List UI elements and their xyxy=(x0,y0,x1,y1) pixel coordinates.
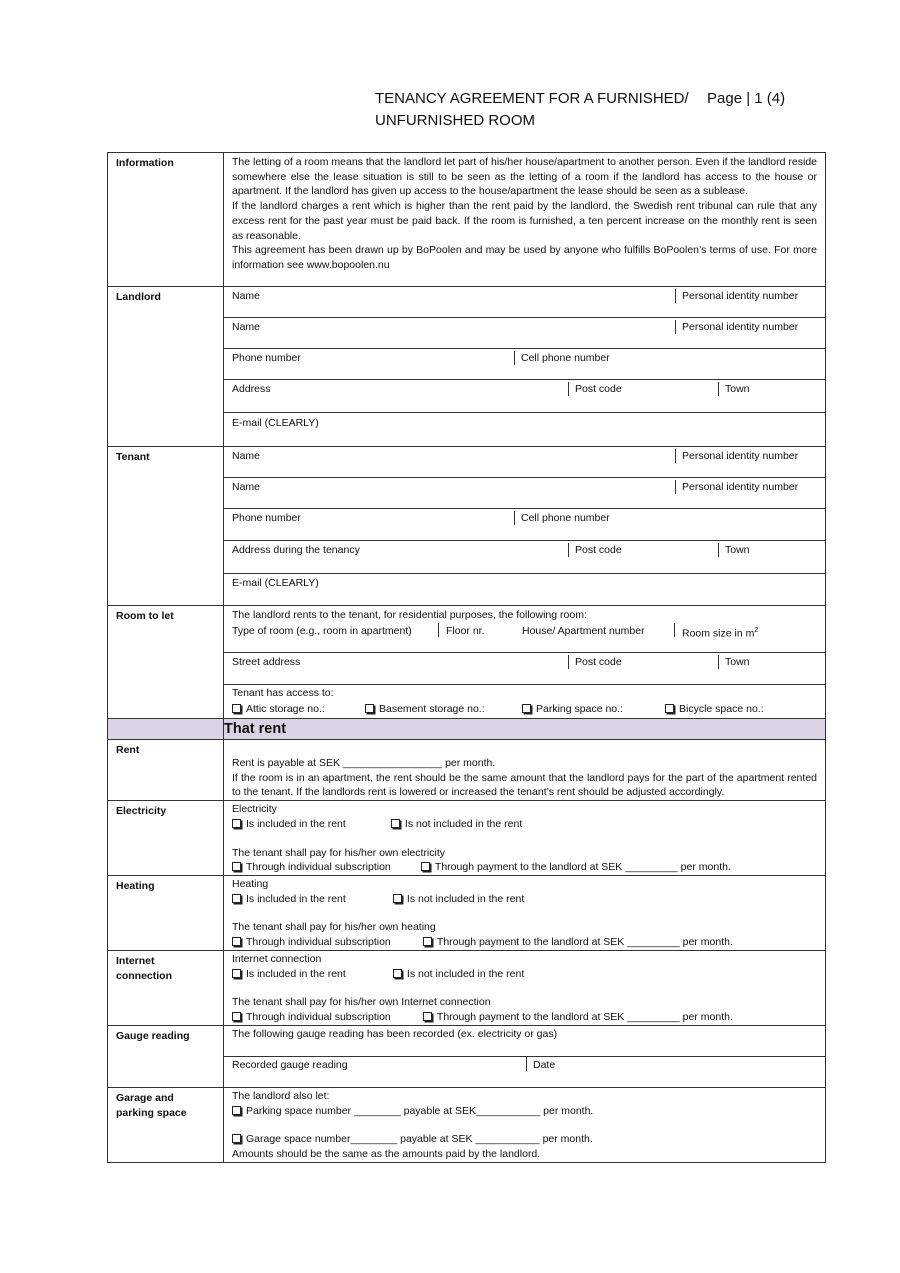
garage-space-option[interactable]: Garage space number________ payable at SEK ___________ per month. xyxy=(224,1132,825,1147)
label-internet-connection: Internet connection xyxy=(108,950,224,1025)
gauge-reading-field[interactable]: Recorded gauge reading Date xyxy=(232,1058,556,1071)
electricity-payment-checkbox[interactable] xyxy=(421,862,430,871)
electricity-included-checkbox[interactable] xyxy=(232,819,241,828)
heating-included-checkbox[interactable] xyxy=(232,894,241,903)
electricity-included-option[interactable]: Is included in the rent xyxy=(232,817,388,832)
title-line-1: TENANCY AGREEMENT FOR A FURNISHED/ xyxy=(375,90,689,107)
landlord-fields xyxy=(224,287,826,447)
heating-payment-checkbox[interactable] xyxy=(423,937,432,946)
room-street-field[interactable]: Street address Post code Town xyxy=(224,653,825,685)
landlord-name-field-1[interactable]: Name Personal identity number xyxy=(224,287,825,318)
internet-subscription-option[interactable]: Through individual subscription xyxy=(232,1010,420,1025)
bicycle-checkbox[interactable] xyxy=(665,704,674,713)
tenant-phone-field[interactable]: Phone number Cell phone number xyxy=(224,509,825,541)
label-information: Information xyxy=(108,153,224,287)
heating-content: Heating Is included in the rent Is not included in the rent The tenant shall pay for his/her own heating Through individual subscription Through payment to the landlord at SEK _________ per month. xyxy=(224,875,826,950)
heating-not-included-option[interactable]: Is not included in the rent xyxy=(393,892,524,907)
internet-payment-checkbox[interactable] xyxy=(423,1012,432,1021)
basement-option[interactable]: Basement storage no.: xyxy=(365,702,485,716)
label-landlord: Landlord xyxy=(108,287,224,447)
electricity-not-included-checkbox[interactable] xyxy=(391,819,400,828)
label-room-to-let: Room to let xyxy=(108,606,224,719)
room-access-field: Tenant has access to: Attic storage no.: Basement storage no.: Parking space no.: Bicycle space no.: xyxy=(232,687,764,715)
room-size-label: Room size in $m^2$ xyxy=(682,627,759,640)
info-paragraph-3: This agreement has been drawn up by BoPoolen and may be used by anyone who fulfills BoPoolen’s terms of use. For more information see www.bopoolen.nu xyxy=(232,244,817,271)
heating-subscription-option[interactable]: Through individual subscription xyxy=(232,935,420,950)
tenancy-form xyxy=(107,152,826,1163)
garage-space-checkbox[interactable] xyxy=(232,1134,241,1143)
gauge-fields xyxy=(224,1025,826,1087)
label-heating: Heating xyxy=(108,875,224,950)
document-title xyxy=(375,88,689,132)
landlord-email-field[interactable]: E-mail (CLEARLY) xyxy=(232,417,319,429)
internet-subscription-checkbox[interactable] xyxy=(232,1012,241,1021)
heating-payment-option[interactable]: Through payment to the landlord at SEK _________ per month. xyxy=(423,935,733,950)
gauge-intro: The following gauge reading has been recorded (ex. electricity or gas) xyxy=(224,1026,825,1057)
info-paragraph-2: If the landlord charges a rent which is higher than the rent paid by the landlord, the Swedish rent tribunal can rule that any excess rent for the past year must be paid back. If the room is furnished, a ten percent increase on the monthly rent is seen as reasonable. xyxy=(232,200,817,242)
room-type-field[interactable]: The landlord rents to the tenant, for residential purposes, the following room: Type of room (e.g., room in apartment) Floor nr. House/ Apartment number Room size in $m^2$ xyxy=(224,606,825,653)
electricity-content: Electricity Is included in the rent Is not included in the rent The tenant shall pay for his/her own electricity Through individual subscription Through payment to the landlord at SEK _________ per month. xyxy=(224,801,826,876)
tenant-email-field[interactable]: E-mail (CLEARLY) xyxy=(232,577,319,589)
landlord-address-field[interactable]: Address Post code Town xyxy=(224,380,825,413)
title-line-2: UNFURNISHED ROOM xyxy=(375,112,535,129)
electricity-subscription-checkbox[interactable] xyxy=(232,862,241,871)
internet-content: Internet connection Is included in the rent Is not included in the rent The tenant shall pay for his/her own Internet connection Through individual subscription Through payment to the landlord at SEK _________ per month. xyxy=(224,950,826,1025)
bicycle-option[interactable]: Bicycle space no.: xyxy=(665,702,764,716)
parking-option[interactable]: Parking space no.: xyxy=(522,702,623,716)
tenant-fields xyxy=(224,447,826,606)
electricity-not-included-option[interactable]: Is not included in the rent xyxy=(391,817,522,832)
label-rent: Rent xyxy=(108,740,224,801)
info-paragraph-1: The letting of a room means that the landlord let part of his/her house/apartment to another person. Even if the landlord reside somewhere else the lease situation is still to be seen as the letting of a room if the landlord has access to the house or apartment. If the landlord has given up access to the house/apartment the lease should be seen as a sublease. xyxy=(232,156,817,198)
internet-not-included-option[interactable]: Is not included in the rent xyxy=(393,967,524,982)
tenant-address-field[interactable]: Address during the tenancy Post code Town xyxy=(224,541,825,574)
rent-note: If the room is in an apartment, the rent should be the same amount that the landlord pays for the part of the apartment rented to the tenant. If the landlords rent is lowered or increased the tenant’s rent should be adjusted accordingly. xyxy=(232,771,817,799)
internet-payment-option[interactable]: Through payment to the landlord at SEK _________ per month. xyxy=(423,1010,733,1025)
room-fields xyxy=(224,606,826,719)
heating-subscription-checkbox[interactable] xyxy=(232,937,241,946)
attic-option[interactable]: Attic storage no.: xyxy=(232,702,325,716)
rent-amount-line[interactable]: Rent is payable at SEK _________________ per month. xyxy=(232,757,496,769)
label-electricity: Electricity xyxy=(108,801,224,876)
parking-space-checkbox[interactable] xyxy=(232,1106,241,1115)
label-gauge-reading: Gauge reading xyxy=(108,1025,224,1087)
internet-included-checkbox[interactable] xyxy=(232,969,241,978)
electricity-subscription-option[interactable]: Through individual subscription xyxy=(232,860,418,875)
tenant-name-field-2[interactable]: Name Personal identity number xyxy=(224,478,825,509)
basement-checkbox[interactable] xyxy=(365,704,374,713)
landlord-name-field-2[interactable]: Name Personal identity number xyxy=(224,318,825,349)
internet-not-included-checkbox[interactable] xyxy=(393,969,402,978)
information-content xyxy=(224,153,826,287)
parking-checkbox[interactable] xyxy=(522,704,531,713)
section-spacer xyxy=(108,719,224,740)
label-garage-parking: Garage and parking space xyxy=(108,1087,224,1162)
garage-parking-option[interactable]: Parking space number ________ payable at SEK___________ per month. xyxy=(224,1104,825,1119)
section-that-rent: That rent xyxy=(224,719,826,740)
rent-content xyxy=(224,740,826,801)
heating-not-included-checkbox[interactable] xyxy=(393,894,402,903)
page-number: Page | 1 (4) xyxy=(707,90,786,107)
electricity-payment-option[interactable]: Through payment to the landlord at SEK _________ per month. xyxy=(421,860,731,875)
internet-included-option[interactable]: Is included in the rent xyxy=(232,967,390,982)
landlord-phone-field[interactable]: Phone number Cell phone number xyxy=(224,349,825,380)
attic-checkbox[interactable] xyxy=(232,704,241,713)
heating-included-option[interactable]: Is included in the rent xyxy=(232,892,390,907)
garage-content: The landlord also let: Parking space number ________ payable at SEK___________ per month. Garage space number________ payable at SEK ___________ per month. Amounts should be the same as the amounts paid by the landlord. xyxy=(224,1087,826,1162)
tenant-name-field-1[interactable]: Name Personal identity number xyxy=(224,447,825,478)
label-tenant: Tenant xyxy=(108,447,224,606)
